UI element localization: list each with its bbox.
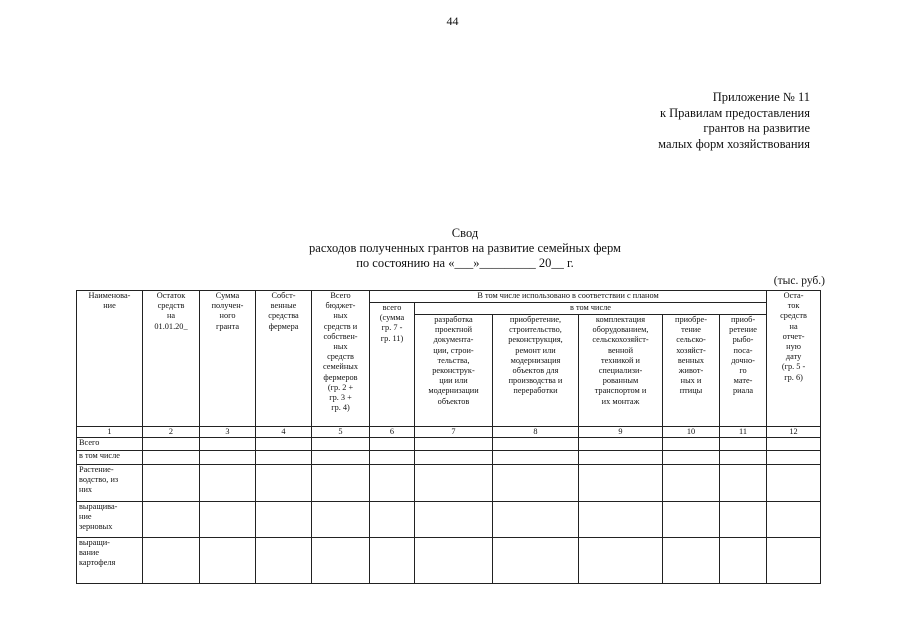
- table-cell: [720, 538, 767, 584]
- table-row: [77, 465, 821, 502]
- page-number: 44: [446, 14, 459, 28]
- table-cell: [415, 451, 493, 465]
- column-number: 4: [256, 427, 312, 438]
- table-cell: [415, 438, 493, 451]
- table-cell: [493, 465, 579, 502]
- table-row: [77, 538, 821, 584]
- column-number: 5: [312, 427, 370, 438]
- row-label: Растение- водство, из них: [77, 465, 143, 502]
- table-cell: [200, 438, 256, 451]
- table-cell: [312, 538, 370, 584]
- document-title: [0, 226, 905, 271]
- header-used-by-plan: В том числе использовано в соответствии с планом: [370, 291, 767, 303]
- table-cell: [200, 465, 256, 502]
- header-balance-end: Оста- ток средств на отчет- ную дату (гр. 5 - гр. 6): [767, 291, 821, 427]
- table-cell: [720, 451, 767, 465]
- header-including: в том числе: [415, 303, 767, 315]
- table-cell: [720, 502, 767, 538]
- table-cell: [256, 538, 312, 584]
- table-cell: [312, 502, 370, 538]
- table-cell: [370, 438, 415, 451]
- table-cell: [767, 538, 821, 584]
- table-cell: [200, 538, 256, 584]
- table-cell: [663, 538, 720, 584]
- header-livestock: приобре- тение сельско- хозяйст- венных живот- ных и птицы: [663, 315, 720, 427]
- header-acquisition: приобретение, строительство, реконструкция, ремонт или модернизация объектов для производства и переработки: [493, 315, 579, 427]
- column-number: 11: [720, 427, 767, 438]
- table-cell: [312, 438, 370, 451]
- table-cell: [143, 502, 200, 538]
- header-total: всего (сумма гр. 7 - гр. 11): [370, 303, 415, 427]
- table-cell: [579, 502, 663, 538]
- table-cell: [579, 438, 663, 451]
- table-cell: [312, 451, 370, 465]
- table-cell: [370, 502, 415, 538]
- row-label: выращива- ние зерновых: [77, 502, 143, 538]
- column-number: 2: [143, 427, 200, 438]
- header-grant-sum: Сумма получен- ного гранта: [200, 291, 256, 427]
- table-cell: [415, 502, 493, 538]
- row-label: Всего: [77, 438, 143, 451]
- header-total-budget: Всего бюджет- ных средств и собствен- ных средств семейных фермеров (гр. 2 + гр. 3 + гр. 4): [312, 291, 370, 427]
- appendix-line: к Правилам предоставления: [659, 105, 810, 120]
- table-cell: [579, 538, 663, 584]
- table-cell: [720, 438, 767, 451]
- table-cell: [767, 438, 821, 451]
- table-cell: [256, 465, 312, 502]
- expense-summary-table: [76, 290, 821, 584]
- header-balance-start: Остаток средств на 01.01.20_: [143, 291, 200, 427]
- column-number: 6: [370, 427, 415, 438]
- table-row: [77, 451, 821, 465]
- table-cell: [579, 465, 663, 502]
- table-cell: [143, 438, 200, 451]
- table-cell: [493, 438, 579, 451]
- table-cell: [200, 451, 256, 465]
- column-number: 7: [415, 427, 493, 438]
- table-row: [77, 438, 821, 451]
- table-cell: [256, 502, 312, 538]
- table-cell: [493, 451, 579, 465]
- table-cell: [663, 438, 720, 451]
- table-cell: [415, 465, 493, 502]
- column-number: 8: [493, 427, 579, 438]
- table-cell: [370, 465, 415, 502]
- table-cell: [493, 502, 579, 538]
- table-cell: [143, 538, 200, 584]
- table-cell: [256, 438, 312, 451]
- row-label: в том числе: [77, 451, 143, 465]
- column-number: 10: [663, 427, 720, 438]
- table-cell: [663, 502, 720, 538]
- table-cell: [720, 465, 767, 502]
- appendix-line: малых форм хозяйствования: [658, 136, 810, 151]
- units-label: (тыс. руб.): [773, 275, 825, 287]
- appendix-line: грантов на развитие: [703, 121, 810, 135]
- table-cell: [415, 538, 493, 584]
- header-name: Наименова- ние: [77, 291, 143, 427]
- title-line: расходов полученных грантов на развитие семейных ферм: [309, 241, 621, 255]
- title-line: по состоянию на «___»_________ 20__ г.: [356, 256, 574, 270]
- header-equipment: комплектация оборудованием, сельскохозяйст- венной техникой и специализи- рованным транспортом и их монтаж: [579, 315, 663, 427]
- column-number: 1: [77, 427, 143, 438]
- title-line: Свод: [451, 226, 479, 240]
- table-cell: [579, 451, 663, 465]
- header-project-docs: разработка проектной документа- ции, строи- тельства, реконструк- ции или модернизации объектов: [415, 315, 493, 427]
- appendix-block: [560, 90, 810, 152]
- table-cell: [767, 451, 821, 465]
- table-cell: [143, 465, 200, 502]
- table-cell: [200, 502, 256, 538]
- table-cell: [663, 451, 720, 465]
- header-own-funds: Собст- венные средства фермера: [256, 291, 312, 427]
- table-cell: [767, 502, 821, 538]
- table-cell: [663, 465, 720, 502]
- table-cell: [312, 465, 370, 502]
- column-number: 3: [200, 427, 256, 438]
- table-cell: [370, 451, 415, 465]
- table-cell: [256, 451, 312, 465]
- header-fish: приоб- ретение рыбо- поса- дочно- го мате- риала: [720, 315, 767, 427]
- column-number: 9: [579, 427, 663, 438]
- row-label: выращи- вание картофеля: [77, 538, 143, 584]
- table-row: [77, 502, 821, 538]
- appendix-line: Приложение № 11: [712, 90, 810, 104]
- table-cell: [493, 538, 579, 584]
- column-number: 12: [767, 427, 821, 438]
- table-cell: [370, 538, 415, 584]
- table-cell: [767, 465, 821, 502]
- table-cell: [143, 451, 200, 465]
